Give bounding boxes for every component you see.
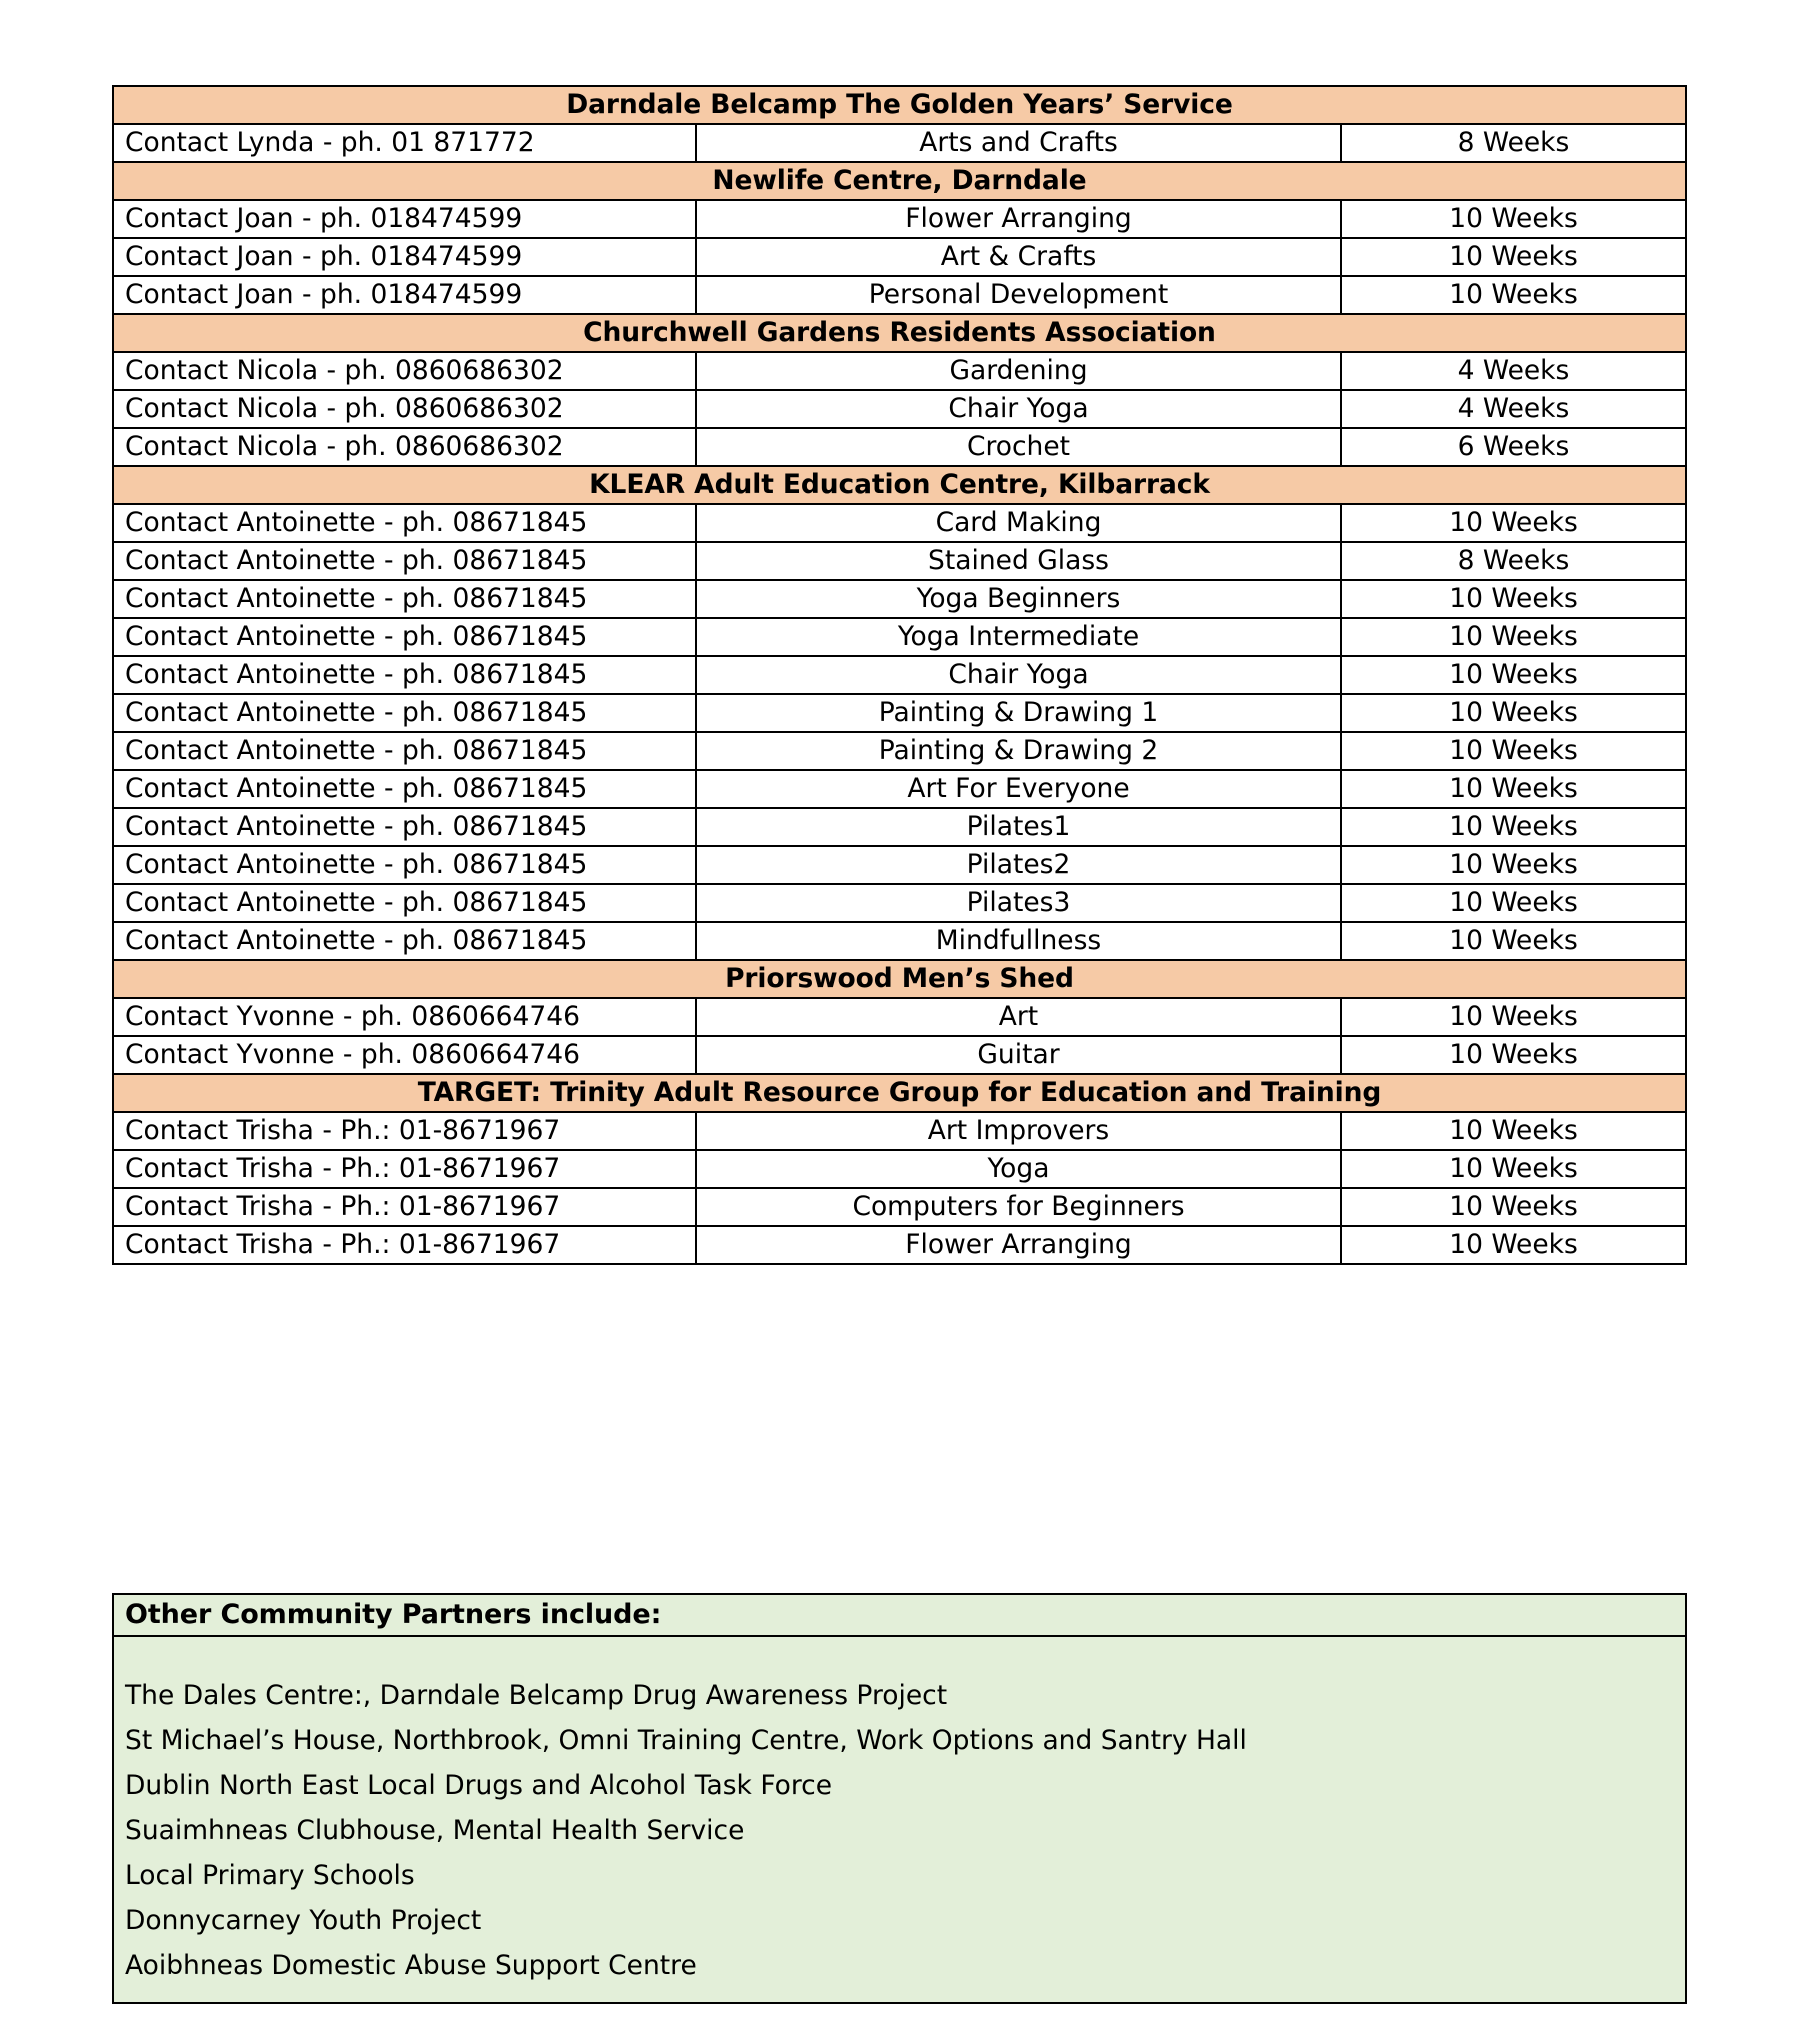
course-cell: Flower Arranging [696, 200, 1341, 238]
course-cell: Gardening [696, 352, 1341, 390]
table-row [113, 656, 1686, 694]
partners-list [125, 1673, 1674, 1988]
contact-cell: Contact Antoinette - ph. 08671845 [113, 922, 696, 960]
course-cell: Painting & Drawing 1 [696, 694, 1341, 732]
contact-cell: Contact Trisha - Ph.: 01-8671967 [113, 1150, 696, 1188]
partner-list-item: Aoibhneas Domestic Abuse Support Centre [125, 1950, 697, 1981]
course-cell: Chair Yoga [696, 390, 1341, 428]
duration-cell: 10 Weeks [1341, 922, 1686, 960]
table-row [113, 428, 1686, 466]
duration-cell: 10 Weeks [1341, 694, 1686, 732]
contact-cell: Contact Joan - ph. 018474599 [113, 238, 696, 276]
course-cell: Yoga Beginners [696, 580, 1341, 618]
contact-cell: Contact Antoinette - ph. 08671845 [113, 846, 696, 884]
group-header-title: Priorswood Men’s Shed [113, 960, 1686, 998]
course-cell: Stained Glass [696, 542, 1341, 580]
course-cell: Painting & Drawing 2 [696, 732, 1341, 770]
course-cell: Pilates2 [696, 846, 1341, 884]
partners-body-row [113, 1636, 1686, 2003]
contact-cell: Contact Antoinette - ph. 08671845 [113, 808, 696, 846]
table-row [113, 1150, 1686, 1188]
contact-cell: Contact Lynda - ph. 01 871772 [113, 124, 696, 162]
duration-cell: 10 Weeks [1341, 504, 1686, 542]
duration-cell: 10 Weeks [1341, 998, 1686, 1036]
duration-cell: 10 Weeks [1341, 1036, 1686, 1074]
duration-cell: 10 Weeks [1341, 580, 1686, 618]
course-cell: Art & Crafts [696, 238, 1341, 276]
duration-cell: 10 Weeks [1341, 656, 1686, 694]
duration-cell: 10 Weeks [1341, 884, 1686, 922]
group-header-row [113, 1074, 1686, 1112]
contact-cell: Contact Antoinette - ph. 08671845 [113, 504, 696, 542]
contact-cell: Contact Antoinette - ph. 08671845 [113, 732, 696, 770]
table-row [113, 352, 1686, 390]
contact-cell: Contact Antoinette - ph. 08671845 [113, 656, 696, 694]
contact-cell: Contact Antoinette - ph. 08671845 [113, 694, 696, 732]
partner-list-item: Suaimhneas Clubhouse, Mental Health Service [125, 1815, 745, 1846]
table-row [113, 808, 1686, 846]
table-row [113, 1188, 1686, 1226]
duration-cell: 10 Weeks [1341, 1150, 1686, 1188]
table-row [113, 276, 1686, 314]
duration-cell: 10 Weeks [1341, 770, 1686, 808]
course-cell: Crochet [696, 428, 1341, 466]
contact-cell: Contact Nicola - ph. 0860686302 [113, 352, 696, 390]
table-row [113, 390, 1686, 428]
group-header-title: Newlife Centre, Darndale [113, 162, 1686, 200]
table-row [113, 998, 1686, 1036]
group-header-row [113, 466, 1686, 504]
group-header-row [113, 162, 1686, 200]
duration-cell: 10 Weeks [1341, 808, 1686, 846]
table-row [113, 922, 1686, 960]
table-row [113, 1036, 1686, 1074]
partner-list-item: Dublin North East Local Drugs and Alcohol Task Force [125, 1770, 833, 1801]
table-row [113, 580, 1686, 618]
table-row [113, 504, 1686, 542]
partner-list-item: St Michael’s House, Northbrook, Omni Training Centre, Work Options and Santry Hall [125, 1725, 1247, 1756]
course-cell: Art For Everyone [696, 770, 1341, 808]
duration-cell: 8 Weeks [1341, 542, 1686, 580]
group-header-row [113, 86, 1686, 124]
course-cell: Yoga [696, 1150, 1341, 1188]
contact-cell: Contact Antoinette - ph. 08671845 [113, 884, 696, 922]
duration-cell: 4 Weeks [1341, 352, 1686, 390]
course-cell: Arts and Crafts [696, 124, 1341, 162]
table-row [113, 542, 1686, 580]
contact-cell: Contact Nicola - ph. 0860686302 [113, 428, 696, 466]
table-row [113, 124, 1686, 162]
partners-body [113, 1636, 1686, 2003]
partner-list-item: The Dales Centre:, Darndale Belcamp Drug Awareness Project [125, 1680, 948, 1711]
programme-table [112, 85, 1687, 1265]
course-cell: Mindfullness [696, 922, 1341, 960]
contact-cell: Contact Joan - ph. 018474599 [113, 200, 696, 238]
partners-heading-row [113, 1594, 1686, 1636]
contact-cell: Contact Antoinette - ph. 08671845 [113, 618, 696, 656]
group-header-title: TARGET: Trinity Adult Resource Group for Education and Training [113, 1074, 1686, 1112]
contact-cell: Contact Trisha - Ph.: 01-8671967 [113, 1188, 696, 1226]
group-header-row [113, 314, 1686, 352]
table-row [113, 732, 1686, 770]
duration-cell: 8 Weeks [1341, 124, 1686, 162]
contact-cell: Contact Trisha - Ph.: 01-8671967 [113, 1226, 696, 1264]
duration-cell: 4 Weeks [1341, 390, 1686, 428]
table-row [113, 884, 1686, 922]
contact-cell: Contact Yvonne - ph. 0860664746 [113, 1036, 696, 1074]
duration-cell: 10 Weeks [1341, 238, 1686, 276]
duration-cell: 10 Weeks [1341, 1112, 1686, 1150]
course-cell: Pilates1 [696, 808, 1341, 846]
course-cell: Yoga Intermediate [696, 618, 1341, 656]
course-cell: Card Making [696, 504, 1341, 542]
group-header-row [113, 960, 1686, 998]
table-row [113, 1226, 1686, 1264]
course-cell: Art Improvers [696, 1112, 1341, 1150]
table-row [113, 618, 1686, 656]
partners-heading: Other Community Partners include: [113, 1594, 1686, 1636]
contact-cell: Contact Antoinette - ph. 08671845 [113, 770, 696, 808]
table-row [113, 694, 1686, 732]
course-cell: Personal Development [696, 276, 1341, 314]
contact-cell: Contact Antoinette - ph. 08671845 [113, 580, 696, 618]
contact-cell: Contact Joan - ph. 018474599 [113, 276, 696, 314]
table-row [113, 200, 1686, 238]
duration-cell: 10 Weeks [1341, 846, 1686, 884]
duration-cell: 10 Weeks [1341, 1226, 1686, 1264]
course-cell: Flower Arranging [696, 1226, 1341, 1264]
group-header-title: Churchwell Gardens Residents Association [113, 314, 1686, 352]
group-header-title: KLEAR Adult Education Centre, Kilbarrack [113, 466, 1686, 504]
group-header-title: Darndale Belcamp The Golden Years’ Service [113, 86, 1686, 124]
course-cell: Pilates3 [696, 884, 1341, 922]
table-row [113, 770, 1686, 808]
duration-cell: 10 Weeks [1341, 276, 1686, 314]
duration-cell: 10 Weeks [1341, 200, 1686, 238]
programme-table-body [113, 86, 1686, 1264]
contact-cell: Contact Trisha - Ph.: 01-8671967 [113, 1112, 696, 1150]
table-row [113, 846, 1686, 884]
duration-cell: 10 Weeks [1341, 732, 1686, 770]
duration-cell: 6 Weeks [1341, 428, 1686, 466]
course-cell: Art [696, 998, 1341, 1036]
partner-list-item: Donnycarney Youth Project [125, 1905, 482, 1936]
course-cell: Guitar [696, 1036, 1341, 1074]
partner-list-item: Local Primary Schools [125, 1860, 415, 1891]
contact-cell: Contact Yvonne - ph. 0860664746 [113, 998, 696, 1036]
table-row [113, 238, 1686, 276]
table-row [113, 1112, 1686, 1150]
community-partners-box [112, 1593, 1687, 2004]
course-cell: Computers for Beginners [696, 1188, 1341, 1226]
contact-cell: Contact Antoinette - ph. 08671845 [113, 542, 696, 580]
duration-cell: 10 Weeks [1341, 618, 1686, 656]
course-cell: Chair Yoga [696, 656, 1341, 694]
duration-cell: 10 Weeks [1341, 1188, 1686, 1226]
contact-cell: Contact Nicola - ph. 0860686302 [113, 390, 696, 428]
